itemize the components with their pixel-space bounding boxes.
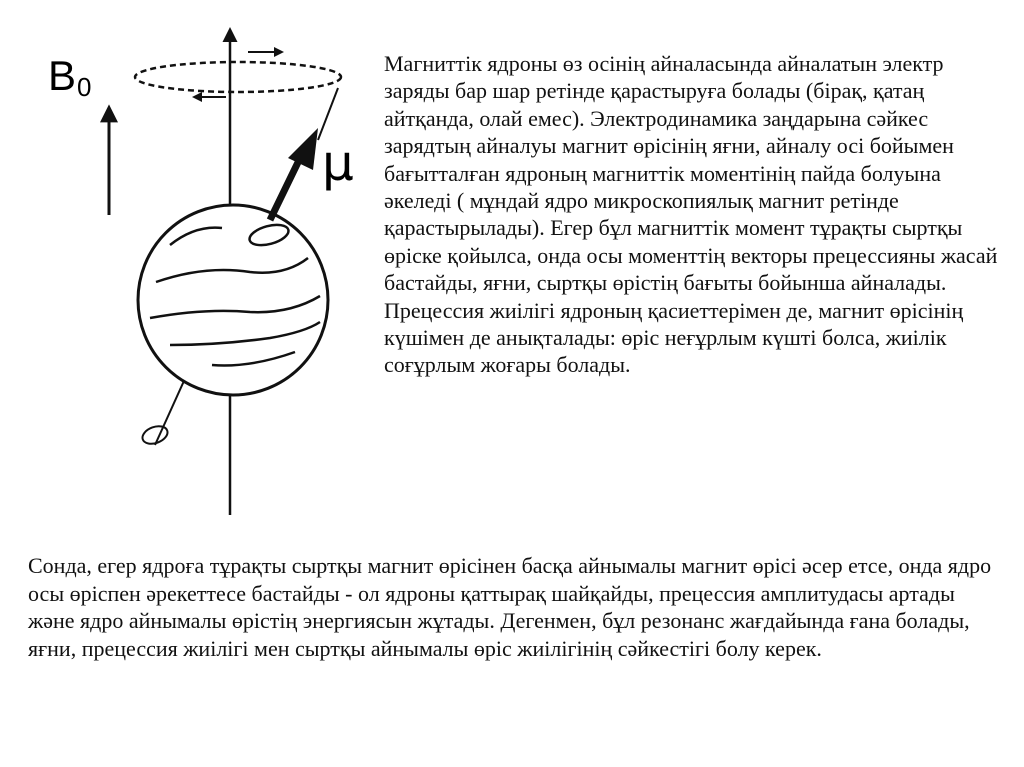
mu-vector-thin [318, 88, 338, 140]
mu-label: μ [322, 134, 354, 192]
nuclear-spin-precession-figure [0, 0, 360, 530]
spin-rotation-marker [140, 423, 170, 447]
precession-orbit [135, 62, 341, 92]
mu-arrowhead [288, 128, 318, 170]
nucleus-sphere [138, 205, 328, 395]
description-paragraph-2: Сонда, егер ядроға тұрақты сыртқы магнит өрісінен басқа айнымалы магнит өрісі әсер етсе, онда ядро осы өріспен әрекеттесе бастайды - ол ядроны қаттырақ шайқайды, прецессия амплитудасы артады және ядро айнымалы өрістің энергиясын жұтады. Дегенмен, бұл резонанс жағдайында ғана болады, яғни, прецессия жиілігі мен сыртқы айнымалы өріс жиілігінің сәйкестігі болу керек. [28, 553, 992, 661]
b0-label: B0 [48, 52, 92, 102]
description-paragraph-1: Магниттік ядроны өз осінің айналасында айналатын электр заряды бар шар ретінде қарастыруға болады (бірақ, қатаң айтқанда, олай емес). Электродинамика заңдарына сәйкес зарядтың айналуы магнит өрісінің яғни, айналу осі бойымен бағытталған ядроның магниттік моментінің пайда болуына әкеледі ( мұндай ядро микроскопиялық магнит ретінде қарастырылады). Егер бұл магниттік момент тұрақты сыртқы өріске қойылса, онда осы моменттің векторы прецессияны жасай бастайды, яғни, сыртқы өрістің бағыты бойынша айналады. Прецессия жиілігі ядроның қасиеттерімен де, магнит өрісінің күшімен де анықталады: өріс неғұрлым күшті болса, жиілік соғұрлым жоғары болады. [384, 51, 998, 378]
spin-axis-lower [155, 372, 188, 445]
